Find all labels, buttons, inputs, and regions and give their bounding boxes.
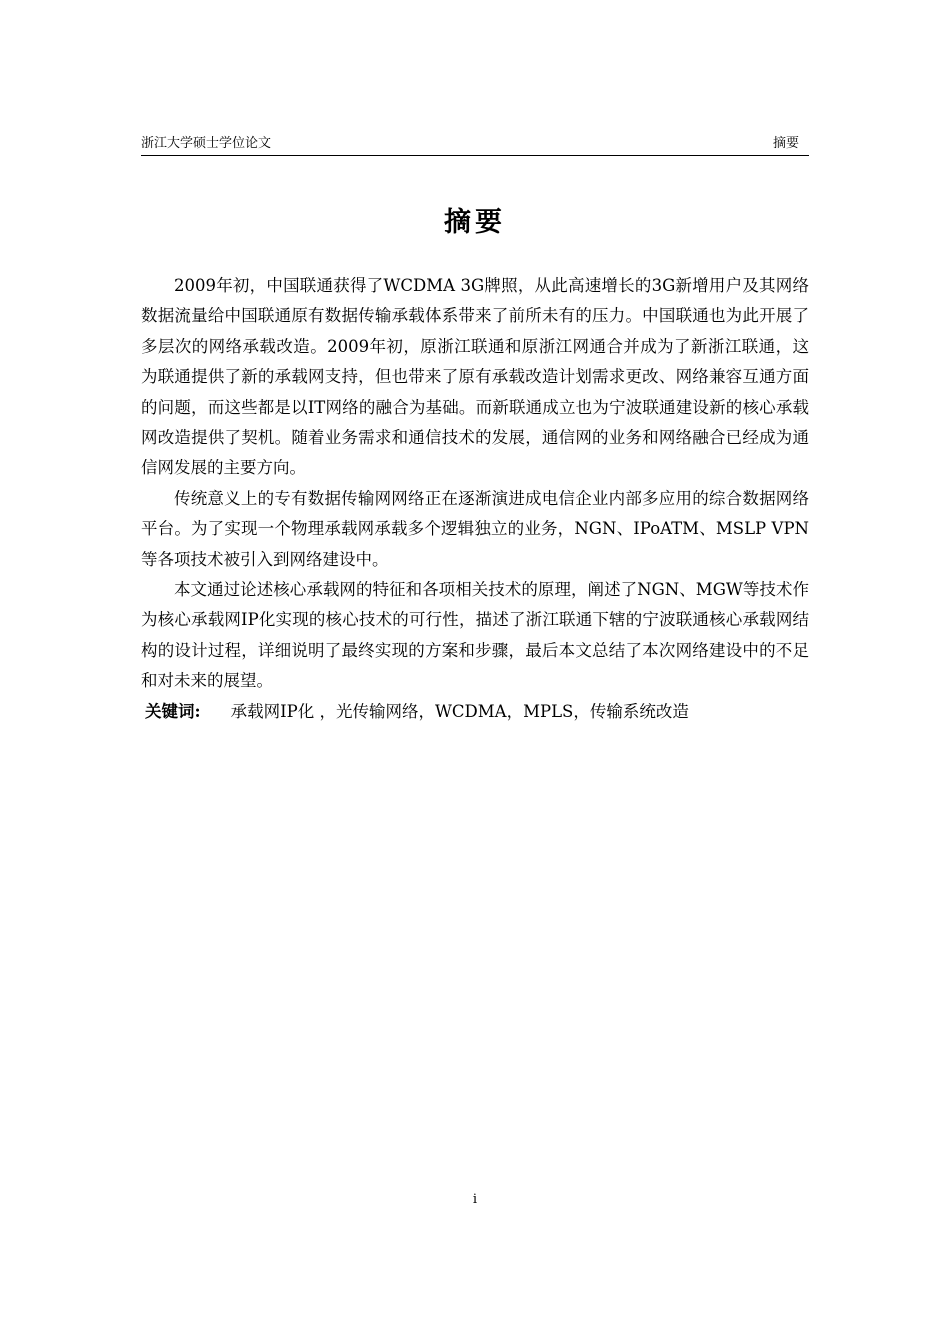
keywords-line (141, 697, 809, 727)
keywords-text: 承载网IP化 ，光传输网络，WCDMA，MPLS，传输系统改造 (230, 701, 689, 721)
page-number: i (472, 1192, 478, 1207)
abstract-paragraph-2: 传统意义上的专有数据传输网网络正在逐渐演进成电信企业内部多应用的综合数据网络平台。为了实现一个物理承载网承载多个逻辑独立的业务，NGN、IPoATM、MSLP VPN等各项技术被引入到网络建设中。 (141, 488, 809, 569)
abstract-body (141, 271, 809, 727)
header-thesis-title: 浙江大学硕士学位论文 (141, 136, 272, 151)
header-section-name: 摘要 (772, 136, 799, 151)
page-header (141, 134, 809, 156)
page-title: 摘要 (444, 207, 506, 238)
abstract-paragraph-1: 2009年初，中国联通获得了WCDMA 3G牌照，从此高速增长的3G新增用户及其网络数据流量给中国联通原有数据传输承载体系带来了前所未有的压力。中国联通也为此开展了多层次的网络承载改造。2009年初，原浙江联通和原浙江网通合并成为了新浙江联通，这为联通提供了新的承载网支持，但也带来了原有承载改造计划需求更改、网络兼容互通方面的问题，而这些都是以IT网络的融合为基础。而新联通成立也为宁波联通建设新的核心承载网改造提供了契机。随着业务需求和通信技术的发展，通信网的业务和网络融合已经成为通信网发展的主要方向。 (141, 276, 809, 478)
abstract-paragraph-3: 本文通过论述核心承载网的特征和各项相关技术的原理，阐述了NGN、MGW等技术作为核心承载网IP化实现的核心技术的可行性，描述了浙江联通下辖的宁波联通核心承载网结构的设计过程，详细说明了最终实现的方案和步骤，最后本文总结了本次网络建设中的不足和对未来的展望。 (141, 580, 809, 691)
keywords-label: 关键词: (145, 701, 201, 721)
